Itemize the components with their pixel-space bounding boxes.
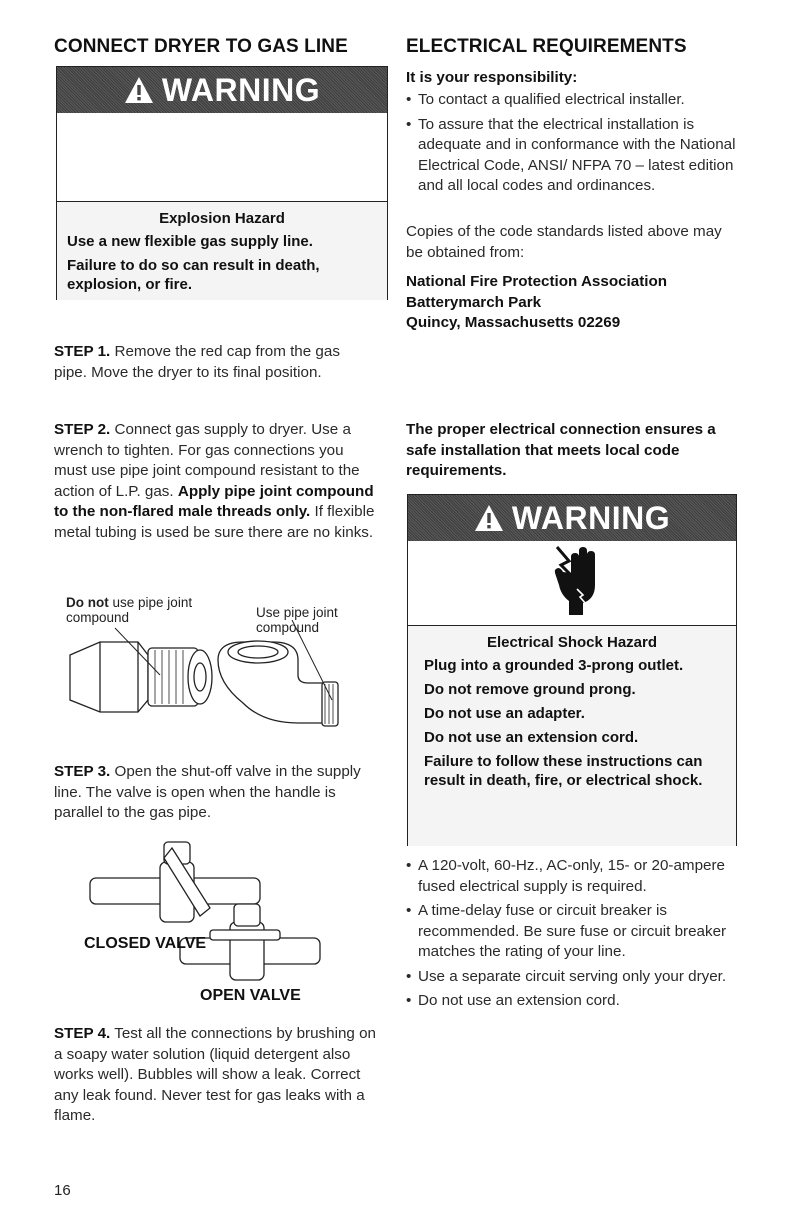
responsibility-item: • To assure that the electrical installation is adequate and in conformance with the National Electrical Code, ANSI/ NFPA 70 – latest edition and all local codes and ordinances. (406, 115, 736, 197)
hazard-line-5: Failure to follow these instructions can result in death, fire, or electrical shock. (424, 753, 703, 789)
requirement-item: • Use a separate circuit serving only your dryer. (406, 967, 742, 988)
step-4 (54, 1024, 376, 1127)
step-3-label: STEP 3. (54, 763, 111, 780)
step-1-label: STEP 1. (54, 343, 111, 360)
left-heading: CONNECT DRYER TO GAS LINE (54, 36, 348, 57)
closed-valve-label: CLOSED VALVE (84, 935, 207, 952)
warning-banner (57, 67, 387, 113)
right-heading: ELECTRICAL REQUIREMENTS (406, 36, 687, 57)
nfpa-address (406, 272, 736, 334)
step-3 (54, 762, 376, 824)
warning-triangle-icon (124, 76, 154, 104)
step-3-text: Open the shut-off valve in the supply line. The valve is open when the handle is parallel to the gas pipe. (54, 763, 361, 821)
shutoff-valve-illustration (80, 838, 330, 1018)
hazard-line-3: Do not use an adapter. (424, 705, 585, 722)
warning-triangle-icon (474, 504, 504, 532)
warning-label: WARNING (511, 499, 671, 536)
hazard-line-1: Use a new flexible gas supply line. (67, 233, 313, 250)
responsibility-heading: It is your responsibility: (406, 69, 578, 86)
hazard-title: Explosion Hazard (159, 210, 285, 227)
copies-text: Copies of the code standards listed above may be obtained from: (406, 223, 722, 261)
hazard-line-4: Do not use an extension cord. (424, 729, 639, 746)
hazard-title: Electrical Shock Hazard (486, 634, 658, 651)
step-1-text: Remove the red cap from the gas pipe. Move the dryer to its final position. (54, 343, 340, 381)
address-line: Batterymarch Park (406, 293, 542, 311)
warning-banner (408, 495, 736, 541)
fig1-caption-left-bold: Do not (66, 595, 109, 610)
hazard-message (408, 625, 736, 846)
address-line: Quincy, Massachusetts 02269 (406, 314, 621, 331)
electric-shock-hand-icon (553, 543, 599, 617)
fig1-caption-right: Use pipe joint compound (256, 605, 338, 635)
hazard-line-2: Failure to do so can result in death, explosion, or fire. (67, 257, 320, 293)
hazard-line-2: Do not remove ground prong. (424, 681, 636, 698)
address-line: National Fire Protection Association (406, 273, 668, 290)
hazard-line-1: Plug into a grounded 3-prong outlet. (424, 657, 684, 674)
requirement-item: • A time-delay fuse or circuit breaker is recommended. Be sure fuse or circuit breaker matches the rating of your line. (406, 901, 742, 963)
pipe-fittings-illustration (60, 620, 360, 730)
requirement-item: • A 120-volt, 60-Hz., AC-only, 15- or 20-ampere fused electrical supply is required. (406, 856, 742, 897)
step-2-text: Connect gas supply to dryer. Use a wrench to tighten. For gas connections you must use pipe joint compound resistant to the action of L.P. gas. (54, 421, 360, 500)
explosion-warning-box (56, 66, 388, 300)
hazard-message (57, 201, 387, 300)
proper-connection-text: The proper electrical connection ensures a safe installation that meets local code requirements. (406, 421, 716, 479)
step-2-label: STEP 2. (54, 421, 111, 438)
step-4-text: Test all the connections by brushing on a soapy water solution (liquid detergent also works well). Bubbles will show a leak. Correct any leak found. Never test for gas leaks with a flame. (54, 1025, 376, 1124)
step-1 (54, 342, 364, 383)
electrical-requirements-list (406, 856, 742, 1016)
responsibility-item: • To contact a qualified electrical installer. (406, 90, 736, 111)
shock-warning-box (407, 494, 737, 846)
requirement-item: • Do not use an extension cord. (406, 991, 742, 1012)
step-2 (54, 420, 376, 543)
warning-label: WARNING (161, 71, 321, 108)
fig1-caption-left-rest: use pipe joint compound (66, 595, 193, 625)
page-number: 16 (54, 1182, 71, 1199)
step-2-bold: Apply pipe joint compound to the non-flared male threads only. (54, 482, 374, 520)
step-4-label: STEP 4. (54, 1025, 111, 1042)
open-valve-label: OPEN VALVE (200, 987, 301, 1004)
step-2-text-2: If flexible metal tubing is used be sure there are no kinks. (54, 503, 375, 541)
responsibility-list (406, 90, 736, 201)
